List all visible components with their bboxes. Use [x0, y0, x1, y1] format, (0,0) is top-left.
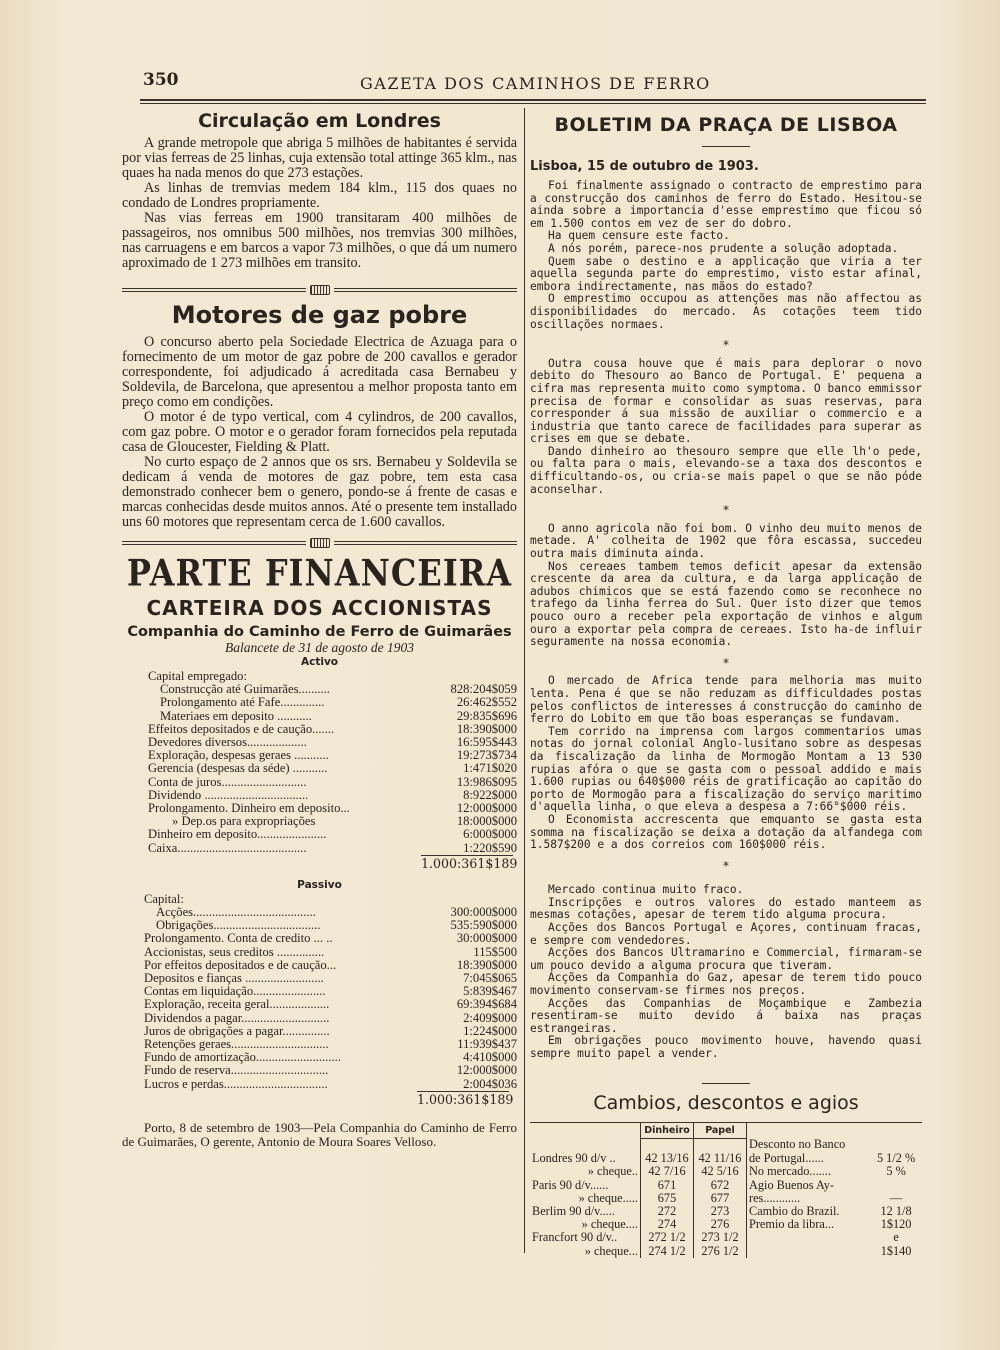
col-papel: Papel [694, 1123, 747, 1139]
paragraph: Quem sabe o destino e a applicação que viria a ter aquella segunda parte do emprestimo, visto estar afinal, embora indirectamente, nas mãos do estado? [530, 254, 922, 293]
ledger-value: 300:000$000 [450, 905, 517, 920]
ledger-label: Accionistas, seus creditos ............... [144, 945, 325, 959]
paragraph: Dando dinheiro ao thesouro sempre que elle lh'o pede, ou falta para o mais, elevando-se a taxa dos descontos e difficultando-os, ou cria-se mais papel o que se não póde aconselhar. [530, 444, 922, 496]
section-star: * [722, 338, 730, 353]
ledger-label: Fundo de reserva............................... [144, 1064, 329, 1078]
cambios-cell: 276 1/2 [694, 1245, 747, 1258]
ledger-row [148, 710, 517, 723]
balancete-footer: Porto, 8 de setembro de 1903—Pela Companhia do Caminho de Ferro de Guimarães, O gerente, Antonio de Moura Soares Velloso. [122, 1119, 517, 1149]
ledger-value: 13:986$095 [456, 774, 517, 789]
section-star: * [722, 655, 730, 670]
left-column [122, 110, 517, 1149]
parte-financeira-title: PARTE FINANCEIRA [126, 551, 513, 595]
section-ornament [122, 285, 517, 295]
cambios-cell: 1$140 [880, 1243, 912, 1258]
ledger-row [144, 932, 517, 945]
ledger-label: Materiaes em deposito ........... [160, 709, 312, 723]
cambios-cell: Paris 90 d/v...... [532, 1177, 609, 1192]
ledger-value: 11:939$437 [457, 1037, 517, 1052]
paragraph: Acções das Companhias de Moçambique e Zambezia resentiram-se muito devido á baixa nas praças estrangeiras. [530, 996, 922, 1035]
activo-label: Activo [300, 656, 339, 668]
ledger-header: Capital empregado: [148, 670, 247, 683]
section-ornament [122, 538, 517, 548]
ledger-value: 12:000$000 [456, 1063, 517, 1078]
ledger-value: 535:590$000 [450, 918, 517, 933]
cambios-row [530, 1245, 922, 1258]
paragraph: As linhas de tremvias medem 184 klm., 115 dos quaes no condado de Londres propriamente. [122, 180, 517, 211]
ledger-row [144, 946, 517, 959]
ledger-value: 16:595$443 [456, 735, 517, 750]
balancete-date: Balancete de 31 de agosto de 1903 [225, 640, 414, 655]
section-star: * [722, 858, 730, 873]
cambios-cell: 276 [694, 1218, 747, 1231]
ledger-label: Por effeitos depositados e de caução... [144, 958, 337, 972]
paragraph: A grande metropole que abriga 5 milhões de habitantes é servida por vias ferreas de 25 linhas, cuja extensão total attinge 365 klm., nas quaes ha nada menos do que 273 estações. [122, 135, 517, 181]
ledger-row [148, 776, 517, 789]
paragraph: O mercado de Africa tende para melhoria mas muito lenta. Pena é que se não reduzam as difficuldades postas pelos conflictos de interesses á construcção do caminho de ferro do Lobito em que tão boas esperanças se fundavam. [530, 674, 922, 726]
paragraph: Acções da Companhia do Gaz, apesar de terem tido pouco movimento conservam-se firmes nos preços. [530, 971, 922, 998]
cambios-cell: 42 13/16 [641, 1152, 694, 1165]
newspaper-title: GAZETA DOS CAMINHOS DE FERRO [360, 74, 711, 93]
ledger-value: 12:000$000 [456, 801, 517, 816]
paragraph: Nos cereaes tambem temos deficit apesar da extensão crescente da area da cultura, e da larga applicação de adubos chimicos que se está fazendo como se reconhece no trafego da linha ferrea do Sul. Quer isto dizer que temos pouco ouro a receber pela exportação de vinhos e algum ouro a exportar pela compra de cereaes. Isto ha-de influir seguramente na nossa economia. [530, 559, 922, 649]
cambios-row [530, 1231, 922, 1244]
article-title-motores: Motores de gaz pobre [171, 301, 468, 329]
paragraph: Foi finalmente assignado o contracto de emprestimo para a construcção dos caminhos de ferro do Estado. Hesitou-se ainda sobre a importancia d'esse emprestimo que ficou só em 1.500 contos em vez de ser do dobro. [530, 179, 922, 230]
paragraph: No curto espaço de 2 annos que os srs. Bernabeu y Soldevila se dedicam á venda de motores de gaz pobre, tem esta casa demonstrado conhecer bem o genero, pondo-se á frente de casas e marcas conhecidas desde muitos annos. Até o presente tem installado uns 60 motores que representam cerca de 1.600 cavallos. [122, 454, 517, 530]
cambios-cell: de Portugal...... [747, 1152, 871, 1165]
ledger-value: 29:835$696 [456, 708, 517, 723]
ledger-label: Exploração, despesas geraes ........... [148, 749, 329, 763]
paragraph: Tem corrido na imprensa com largos commentarios umas notas do jornal colonial Anglo-lusitano sobre as despesas da fiscalização da linha de Mormogão Montam a 13 530 rupias afóra o que se gasta com o pessoal addido e mais 1.600 rupias ou 640$000 réis de gratificação ao capitão do porto de Mormogão para a fiscalização do serviço maritimo d'aquella linha, o que eleva a despesa a 7:66°$000 réis. [530, 724, 922, 814]
ledger-label: Prolongamento. Dinheiro em deposito... [148, 802, 350, 816]
ledger-value: 69:394$684 [456, 997, 517, 1012]
col-dinheiro: Dinheiro [641, 1123, 694, 1139]
ledger-value: 2:004$036 [463, 1076, 517, 1091]
cambios-cell: 42 11/16 [694, 1152, 747, 1165]
cambios-cell: Agio Buenos Ay- [747, 1179, 871, 1192]
dateline: Lisboa, 15 de outubro de 1903. [530, 159, 759, 174]
ledger-label: Lucros e perdas................................. [144, 1077, 328, 1091]
column-divider [524, 108, 525, 1253]
ledger-label: Juros de obrigações a pagar............... [144, 1024, 330, 1038]
ledger-label: Dinheiro em deposito...................... [148, 828, 327, 842]
paragraph: Em obrigações pouco movimento houve, havendo quasi sempre muito papel a vender. [530, 1034, 922, 1060]
cambios-cell [694, 1138, 747, 1152]
ledger-label: Devedores diversos................... [148, 736, 307, 750]
cambios-cell: Berlim 90 d/v..... [532, 1203, 615, 1218]
cambios-title: Cambios, descontos e agios [593, 1091, 859, 1114]
ledger-row [148, 828, 517, 841]
cambios-cell: 671 [641, 1179, 694, 1192]
paragraph: A nós porém, parece-nos prudente a solução adoptada. [548, 241, 899, 255]
activo-total: 1.000:361$189 [421, 855, 518, 871]
paragraph: O Economista accrescenta que emquanto se gasta esta somma na fiscalização se deixa a dotação da alfandega com 1.587$200 e a dos correios com 160$000 réis. [530, 812, 922, 852]
cambios-cell: 672 [694, 1179, 747, 1192]
cambios-cell: Cambio do Brazil. [747, 1205, 871, 1218]
paragraph: Acções dos Bancos Ultramarino e Commercial, firmaram-se um pouco devido a alguma procura que tiveram. [530, 946, 922, 972]
company-name: Companhia do Caminho de Ferro de Guimarães [127, 624, 512, 640]
cambios-cell: Premio da libra... [747, 1218, 871, 1231]
page-number: 350 [143, 70, 179, 90]
ledger-label: Conta de juros........................... [148, 775, 307, 789]
ledger-row [148, 815, 517, 828]
ledger-value: 1:471$020 [463, 761, 517, 776]
cambios-cell [870, 1179, 922, 1192]
cambios-table [530, 1123, 922, 1258]
ledger-value: 7:045$065 [463, 971, 517, 986]
cambios-cell: 273 1/2 [694, 1231, 747, 1244]
ledger-row [148, 696, 517, 709]
ledger-value: 6:000$000 [463, 827, 517, 842]
ledger-value: 115$500 [473, 944, 517, 959]
cambios-cell: Londres 90 d/v .. [532, 1151, 616, 1166]
title-rule [702, 146, 750, 147]
cambios-cell [747, 1245, 871, 1258]
cambios-cell: 274 1/2 [641, 1245, 694, 1258]
cambios-row [530, 1192, 922, 1205]
cambios-cell [641, 1138, 694, 1152]
cambios-cell: 5 1/2 % [876, 1151, 916, 1166]
ledger-label: Effeitos depositados e de caução....... [148, 722, 335, 736]
ledger-value: 5:839$467 [463, 984, 517, 999]
cambios-cell: Francfort 90 d/v.. [532, 1230, 618, 1245]
cambios-cell: No mercado....... [747, 1165, 871, 1178]
ledger-row [144, 1012, 517, 1025]
cambios-cell: » cheque.... [581, 1217, 638, 1232]
article-circulacao [122, 136, 517, 271]
ledger-label: Acções....................................... [156, 906, 316, 920]
cambios-row [530, 1165, 922, 1178]
paragraph: Outra cousa houve que é mais para deplorar o novo debito do Thesouro ao Banco de Portugal. E' pequena a cifra mas representa muito como symptoma. O banco emmissor precisa de formar e consolidar as suas reservas, para corresponder á sua missão de auxiliar o commercio e a industria que tanto carece de facilidades para superar as crises em que se debate. [530, 356, 922, 446]
passivo-label: Passivo [297, 878, 342, 891]
ledger-value: 18:390$000 [456, 957, 517, 972]
cambios-cell: 12 1/8 [880, 1203, 912, 1218]
cambios-cell: 42 5/16 [694, 1165, 747, 1178]
ledger-row [144, 1078, 517, 1091]
cambios-cell [870, 1138, 922, 1152]
header-rule [140, 99, 926, 101]
ledger-label: Exploração, receita geral................... [144, 998, 330, 1012]
ledger-header: Capital: [144, 892, 184, 906]
cambios-cell: — [889, 1190, 903, 1205]
ledger-label: Retenções geraes............................... [144, 1038, 329, 1052]
header-rule-thin [140, 103, 926, 104]
paragraph: O anno agricola não foi bom. O vinho deu muito menos de metade. A' colheita de 1902 que fôra escassa, succedeu outra mais diminuta ainda. [530, 521, 922, 561]
ledger-label: Obrigações.................................. [156, 919, 321, 933]
ledger-row [144, 1038, 517, 1051]
ledger-label: Depositos e fianças ......................... [144, 972, 324, 986]
ledger-row [144, 959, 517, 972]
ledger-label: Prolongamento até Fafe.............. [160, 696, 325, 710]
cambios-row [530, 1138, 922, 1152]
cambios-cell: 273 [694, 1205, 747, 1218]
ledger-label: » Dep.os para expropriações [172, 815, 316, 829]
ledger-row [144, 972, 517, 985]
paragraph: O concurso aberto pela Sociedade Electrica de Azuaga para o fornecimento de um motor de gaz pobre de 200 cavallos e gerador correspondente, foi adjudicado á acreditada casa Bernabeu y Soldevila, de Barcelona, que apresentou a melhor proposta tanto em preço como em condições. [122, 334, 517, 410]
activo-ledger [122, 670, 517, 871]
ledger-label: Caixa......................................... [148, 841, 307, 855]
ledger-value: 18:000$000 [456, 814, 517, 829]
ledger-row [148, 762, 517, 775]
ledger-row [144, 1064, 517, 1077]
article-motores [122, 335, 517, 530]
ledger-value: 828:204$059 [450, 682, 517, 697]
cambios-cell: 675 [641, 1192, 694, 1205]
ledger-value: 30:000$000 [456, 931, 517, 946]
cambios-cell: Desconto no Banco [747, 1138, 871, 1152]
paragraph: Acções dos Bancos Portugal e Açores, continuam fracas, e sempre com vendedores. [530, 921, 922, 947]
passivo-total: 1.000:361$189 [417, 1091, 514, 1107]
ledger-row [144, 998, 517, 1011]
paragraph: Nas vias ferreas em 1900 transitaram 400 milhões de passageiros, nos omnibus 500 milhões, nos tremvias 300 milhões, nas carruagens e em barcos a vapor 73 milhões, o que dá um numero aproximado de 1 273 milhões em transito. [122, 210, 517, 271]
section-star: * [722, 503, 730, 518]
carteira-title: CARTEIRA DOS ACCIONISTAS [146, 596, 493, 620]
ledger-value: 19:273$734 [456, 748, 517, 763]
ledger-label: Prolongamento. Conta de credito ... .. [144, 932, 333, 946]
cambios-cell: 272 [641, 1205, 694, 1218]
ledger-label: Construcção até Guimarães.......... [160, 683, 330, 697]
paragraph: Ha quem censure este facto. [548, 229, 730, 243]
ledger-value: 1:220$590 [463, 840, 517, 855]
cambios-cell: res............ [747, 1192, 871, 1205]
paragraph: Mercado continua muito fraco. [548, 883, 744, 897]
cambios-cell: 274 [641, 1218, 694, 1231]
cambios-cell [747, 1231, 871, 1244]
cambios-cell: » cheque..... [578, 1190, 638, 1205]
cambios-cell: 5 % [886, 1164, 906, 1179]
ledger-label: Contas em liquidação....................... [144, 985, 326, 999]
cambios-cell [530, 1138, 641, 1152]
boletim-body [530, 180, 922, 1061]
ledger-label: Dividendo ................................. [148, 788, 309, 802]
cambios-row [530, 1179, 922, 1192]
passivo-ledger [122, 893, 517, 1107]
ledger-value: 1:224$000 [463, 1023, 517, 1038]
ledger-row [148, 749, 517, 762]
cambios-cell: e [893, 1230, 899, 1245]
paragraph: O motor é de typo vertical, com 4 cylindros, de 200 cavallos, com gaz pobre. O motor e o gerador foram fornecidos pela reputada casa de Gloucester, Fielding & Platt. [122, 409, 517, 455]
cambios-cell: 272 1/2 [641, 1231, 694, 1244]
ledger-label: Dividendos a pagar............................ [144, 1011, 330, 1025]
cambios-cell: 42 7/16 [641, 1165, 694, 1178]
ledger-value: 2:409$000 [463, 1010, 517, 1025]
ledger-value: 4:410$000 [463, 1050, 517, 1065]
ledger-value: 18:390$000 [456, 721, 517, 736]
right-column [530, 114, 922, 1258]
boletim-title: BOLETIM DA PRAÇA DE LISBOA [554, 114, 898, 136]
ledger-row [148, 842, 517, 855]
cambios-cell: » cheque.. [587, 1164, 638, 1179]
ledger-label: Gerencia (despesas da séde) ........... [148, 762, 328, 776]
paragraph: O emprestimo occupou as attenções mas não affectou as disponibilidades do mercado. As cotações teem tido oscillações normaes. [530, 292, 922, 331]
ledger-value: 8:922$000 [463, 787, 517, 802]
ledger-value: 26:462$552 [456, 695, 517, 710]
cambios-cell: 677 [694, 1192, 747, 1205]
article-title-circulacao: Circulação em Londres [198, 110, 441, 132]
paragraph: Inscripções e outros valores do estado manteem as mesmas cotações, apesar de terem tido alguma procura. [530, 895, 922, 922]
section-rule [702, 1083, 750, 1084]
ledger-label: Fundo de amortização........................... [144, 1051, 341, 1065]
cambios-cell: » cheque... [584, 1243, 638, 1258]
cambios-cell: 1$120 [880, 1217, 912, 1232]
